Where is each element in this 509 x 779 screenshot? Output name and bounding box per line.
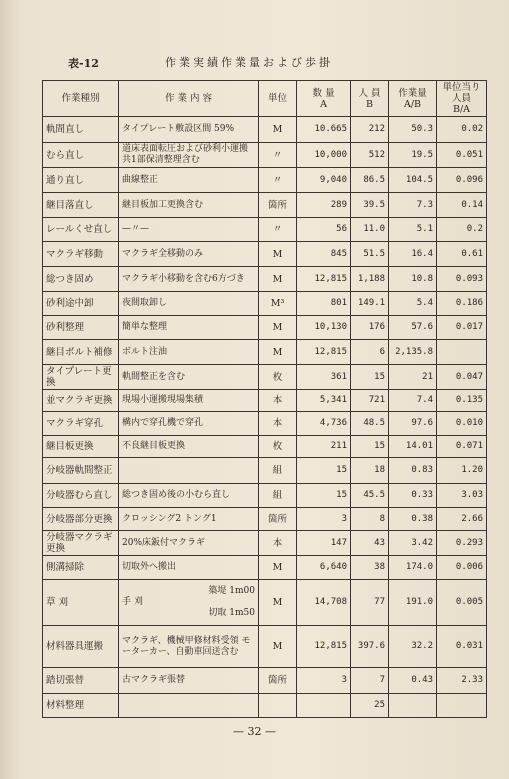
table-row xyxy=(43,292,487,316)
cell-work: 軌間整正を含む xyxy=(119,365,259,390)
cell-ratio: 0.38 xyxy=(389,508,437,531)
cell-staff: 45.5 xyxy=(351,484,389,508)
cell-unit: 組 xyxy=(259,458,297,484)
cell-quantity: 6,640 xyxy=(297,556,351,580)
cell-quantity: 9,040 xyxy=(297,168,351,193)
cell-per-person: 0.006 xyxy=(437,556,487,580)
cell-work xyxy=(119,694,259,718)
cell-unit: M xyxy=(259,267,297,292)
header-quantity xyxy=(297,81,351,117)
cell-quantity: 15 xyxy=(297,484,351,508)
cell-work: —〃— xyxy=(119,218,259,242)
cell-type: 分岐器部分更換 xyxy=(43,508,119,531)
cell-quantity: 10.665 xyxy=(297,117,351,143)
cell-staff: 512 xyxy=(351,143,389,168)
cell-ratio: 7.3 xyxy=(389,193,437,218)
cell-ratio: 0.83 xyxy=(389,458,437,484)
table-row xyxy=(43,436,487,458)
cell-unit: M xyxy=(259,316,297,340)
cell-unit: 箇所 xyxy=(259,668,297,694)
cell-ratio: 104.5 xyxy=(389,168,437,193)
cell-unit: 本 xyxy=(259,390,297,412)
cell-quantity: 56 xyxy=(297,218,351,242)
cell-staff: 77 xyxy=(351,580,389,626)
cell-work: クロッシング2 トング1 xyxy=(119,508,259,531)
cell-per-person: 0.02 xyxy=(437,117,487,143)
cell-per-person: 0.293 xyxy=(437,531,487,556)
cell-quantity: 147 xyxy=(297,531,351,556)
header-per-person xyxy=(437,81,487,117)
header-quantity-label: 数 量 xyxy=(312,87,335,99)
cell-work: 総つき固め後の小むら直し xyxy=(119,484,259,508)
cell-type: タイプレート更換 xyxy=(43,365,119,390)
cell-type: 側溝掃除 xyxy=(43,556,119,580)
cell-work: タイプレート敷設区間 59% xyxy=(119,117,259,143)
cell-ratio: 2,135.8 xyxy=(389,340,437,365)
cell-staff: 15 xyxy=(351,436,389,458)
cell-work: マクラギ小移動を含む6方づき xyxy=(119,267,259,292)
table-row xyxy=(43,365,487,390)
table-row xyxy=(43,340,487,365)
cell-quantity: 361 xyxy=(297,365,351,390)
cell-unit: 箇所 xyxy=(259,508,297,531)
table-row xyxy=(43,390,487,412)
table-row xyxy=(43,143,487,168)
cell-ratio: 3.42 xyxy=(389,531,437,556)
cell-ratio: 0.43 xyxy=(389,668,437,694)
cell-work: マクラギ、機械甲修材料受領 モーターカー、自動車回送含む xyxy=(119,626,259,668)
cell-per-person: 2.33 xyxy=(437,668,487,694)
cell-per-person: 0.096 xyxy=(437,168,487,193)
cell-ratio: 97.6 xyxy=(389,412,437,436)
cell-type: 軌間直し xyxy=(43,117,119,143)
table-row xyxy=(43,531,487,556)
cell-per-person: 3.03 xyxy=(437,484,487,508)
cell-type: レールくせ直し xyxy=(43,218,119,242)
cell-type: 並マクラギ更換 xyxy=(43,390,119,412)
cell-unit: 枚 xyxy=(259,436,297,458)
cell-unit: M xyxy=(259,340,297,365)
cell-unit: 組 xyxy=(259,484,297,508)
cell-unit: 〃 xyxy=(259,168,297,193)
cell-ratio: 5.1 xyxy=(389,218,437,242)
cell-staff: 39.5 xyxy=(351,193,389,218)
cell-staff: 176 xyxy=(351,316,389,340)
cell-staff: 8 xyxy=(351,508,389,531)
cell-ratio: 57.6 xyxy=(389,316,437,340)
cell-quantity xyxy=(297,694,351,718)
table-row xyxy=(43,580,487,626)
cell-quantity: 289 xyxy=(297,193,351,218)
cell-work xyxy=(119,458,259,484)
cell-quantity: 10,130 xyxy=(297,316,351,340)
table-row xyxy=(43,458,487,484)
cell-staff: 18 xyxy=(351,458,389,484)
cell-ratio: 14.01 xyxy=(389,436,437,458)
cell-per-person: 0.071 xyxy=(437,436,487,458)
header-staff xyxy=(351,81,389,117)
cell-work: マクラギ全移動のみ xyxy=(119,242,259,267)
cell-quantity: 5,341 xyxy=(297,390,351,412)
cell-ratio: 19.5 xyxy=(389,143,437,168)
cell-unit: 〃 xyxy=(259,218,297,242)
cell-work: 不良継目板更換 xyxy=(119,436,259,458)
cell-work: 夜間取卸し xyxy=(119,292,259,316)
table-row xyxy=(43,694,487,718)
header-per-person-sub: B/A xyxy=(452,104,471,115)
table-row xyxy=(43,556,487,580)
cell-staff: 149.1 xyxy=(351,292,389,316)
cell-per-person xyxy=(437,340,487,365)
cell-type: マクラギ穿孔 xyxy=(43,412,119,436)
header-staff-label: 人 員 xyxy=(358,87,381,99)
cell-staff: 397.6 xyxy=(351,626,389,668)
header-ratio xyxy=(389,81,437,117)
header-unit: 単位 xyxy=(259,81,297,117)
table-row xyxy=(43,668,487,694)
cell-unit: 枚 xyxy=(259,365,297,390)
cell-ratio: 7.4 xyxy=(389,390,437,412)
table-row xyxy=(43,626,487,668)
cell-staff: 15 xyxy=(351,365,389,390)
kusakari-detail xyxy=(208,586,255,619)
header-row xyxy=(43,81,487,117)
cell-work: 道床表面転圧および砂利小運搬共1部保清整理含む xyxy=(119,143,259,168)
cell-per-person: 0.010 xyxy=(437,412,487,436)
cell-unit: 箇所 xyxy=(259,193,297,218)
header-staff-sub: B xyxy=(366,98,373,110)
cell-quantity: 211 xyxy=(297,436,351,458)
cell-work: 現場小運搬現場集積 xyxy=(119,390,259,412)
table-row xyxy=(43,267,487,292)
cell-ratio: 191.0 xyxy=(389,580,437,626)
cell-quantity: 801 xyxy=(297,292,351,316)
cell-type: 継目落直し xyxy=(43,193,119,218)
header-ratio-label: 作業量 xyxy=(398,87,427,99)
cell-per-person: 0.051 xyxy=(437,143,487,168)
table-body xyxy=(43,117,487,580)
cell-ratio xyxy=(389,694,437,718)
cell-work: 構内で穿孔機で穿孔 xyxy=(119,412,259,436)
cell-unit: M³ xyxy=(259,292,297,316)
cell-quantity: 845 xyxy=(297,242,351,267)
table-title: 作業実績作業量および歩掛 xyxy=(165,56,333,69)
cell-ratio: 50.3 xyxy=(389,117,437,143)
table-body-kusakari xyxy=(43,580,487,626)
table-row xyxy=(43,242,487,267)
cell-work xyxy=(119,580,259,626)
cell-ratio: 21 xyxy=(389,365,437,390)
table-row xyxy=(43,193,487,218)
cell-per-person: 0.017 xyxy=(437,316,487,340)
cell-staff: 51.5 xyxy=(351,242,389,267)
cell-staff: 6 xyxy=(351,340,389,365)
cell-type: 総つき固め xyxy=(43,267,119,292)
table-row xyxy=(43,168,487,193)
cell-ratio: 174.0 xyxy=(389,556,437,580)
cell-type: 通り直し xyxy=(43,168,119,193)
cell-per-person: 2.66 xyxy=(437,508,487,531)
cell-quantity: 3 xyxy=(297,668,351,694)
cell-per-person: 1.20 xyxy=(437,458,487,484)
cell-unit: M xyxy=(259,117,297,143)
cell-per-person: 0.047 xyxy=(437,365,487,390)
cell-per-person: 0.093 xyxy=(437,267,487,292)
cell-quantity: 3 xyxy=(297,508,351,531)
cell-type: 分岐器マクラギ更換 xyxy=(43,531,119,556)
cell-unit: M xyxy=(259,242,297,267)
cell-work: 古マクラギ張替 xyxy=(119,668,259,694)
cell-per-person xyxy=(437,694,487,718)
cell-type: 分岐器むら直し xyxy=(43,484,119,508)
table-row xyxy=(43,508,487,531)
cell-quantity: 12,815 xyxy=(297,267,351,292)
cell-type: 分岐器軌間整正 xyxy=(43,458,119,484)
cell-work: 曲線整正 xyxy=(119,168,259,193)
table-row xyxy=(43,117,487,143)
cell-staff: 212 xyxy=(351,117,389,143)
cell-per-person: 0.005 xyxy=(437,580,487,626)
cell-type: マクラギ移動 xyxy=(43,242,119,267)
cell-type: むら直し xyxy=(43,143,119,168)
table-row xyxy=(43,484,487,508)
header-work: 作 業 内 容 xyxy=(119,81,259,117)
kusakari-line2: 切取 1m50 xyxy=(208,608,255,618)
cell-work: 簡単な整理 xyxy=(119,316,259,340)
cell-staff: 25 xyxy=(351,694,389,718)
cell-type: 材料器具運搬 xyxy=(43,626,119,668)
kusakari-line1: 築堤 1m00 xyxy=(208,586,255,596)
cell-staff: 11.0 xyxy=(351,218,389,242)
header-quantity-sub: A xyxy=(320,98,327,110)
cell-quantity: 10,000 xyxy=(297,143,351,168)
cell-staff: 48.5 xyxy=(351,412,389,436)
cell-quantity: 12,815 xyxy=(297,340,351,365)
cell-per-person: 0.031 xyxy=(437,626,487,668)
table-row xyxy=(43,316,487,340)
cell-unit: M xyxy=(259,626,297,668)
work-table xyxy=(42,80,487,718)
cell-quantity: 12,815 xyxy=(297,626,351,668)
cell-ratio: 0.33 xyxy=(389,484,437,508)
cell-work: 20%床鈑付マクラギ xyxy=(119,531,259,556)
table-row xyxy=(43,412,487,436)
cell-staff: 38 xyxy=(351,556,389,580)
page-number: — 32 — xyxy=(233,725,276,738)
cell-ratio: 32.2 xyxy=(389,626,437,668)
cell-work: ボルト注油 xyxy=(119,340,259,365)
header-per-person-label: 単位当り人員 xyxy=(442,82,481,104)
header-ratio-sub: A/B xyxy=(403,98,422,110)
cell-per-person: 0.14 xyxy=(437,193,487,218)
table-row xyxy=(43,218,487,242)
cell-unit: 〃 xyxy=(259,143,297,168)
cell-quantity: 14,708 xyxy=(297,580,351,626)
cell-type: 踏切張替 xyxy=(43,668,119,694)
cell-type: 砂利途中卸 xyxy=(43,292,119,316)
cell-per-person: 0.186 xyxy=(437,292,487,316)
cell-per-person: 0.2 xyxy=(437,218,487,242)
cell-staff: 1,188 xyxy=(351,267,389,292)
cell-staff: 86.5 xyxy=(351,168,389,193)
cell-unit: 本 xyxy=(259,531,297,556)
cell-type: 砂利整理 xyxy=(43,316,119,340)
header-type: 作業種別 xyxy=(43,81,119,117)
cell-ratio: 5.4 xyxy=(389,292,437,316)
cell-staff: 7 xyxy=(351,668,389,694)
cell-type: 継目板更換 xyxy=(43,436,119,458)
kusakari-method: 手 刈 xyxy=(122,597,143,607)
cell-staff: 43 xyxy=(351,531,389,556)
cell-type: 材料整理 xyxy=(43,694,119,718)
table-number: 表-12 xyxy=(68,57,99,70)
kusakari-work xyxy=(122,586,255,619)
cell-staff: 721 xyxy=(351,390,389,412)
cell-work: 継目板加工更換含む xyxy=(119,193,259,218)
cell-quantity: 15 xyxy=(297,458,351,484)
cell-quantity: 4,736 xyxy=(297,412,351,436)
cell-per-person: 0.61 xyxy=(437,242,487,267)
cell-unit xyxy=(259,694,297,718)
cell-unit: 本 xyxy=(259,412,297,436)
cell-ratio: 10.8 xyxy=(389,267,437,292)
cell-unit: M xyxy=(259,556,297,580)
cell-work: 切取外へ搬出 xyxy=(119,556,259,580)
table-body-tail xyxy=(43,626,487,718)
cell-ratio: 16.4 xyxy=(389,242,437,267)
cell-type: 草 刈 xyxy=(43,580,119,626)
cell-unit: M xyxy=(259,580,297,626)
cell-type: 継目ボルト補修 xyxy=(43,340,119,365)
cell-per-person: 0.135 xyxy=(437,390,487,412)
